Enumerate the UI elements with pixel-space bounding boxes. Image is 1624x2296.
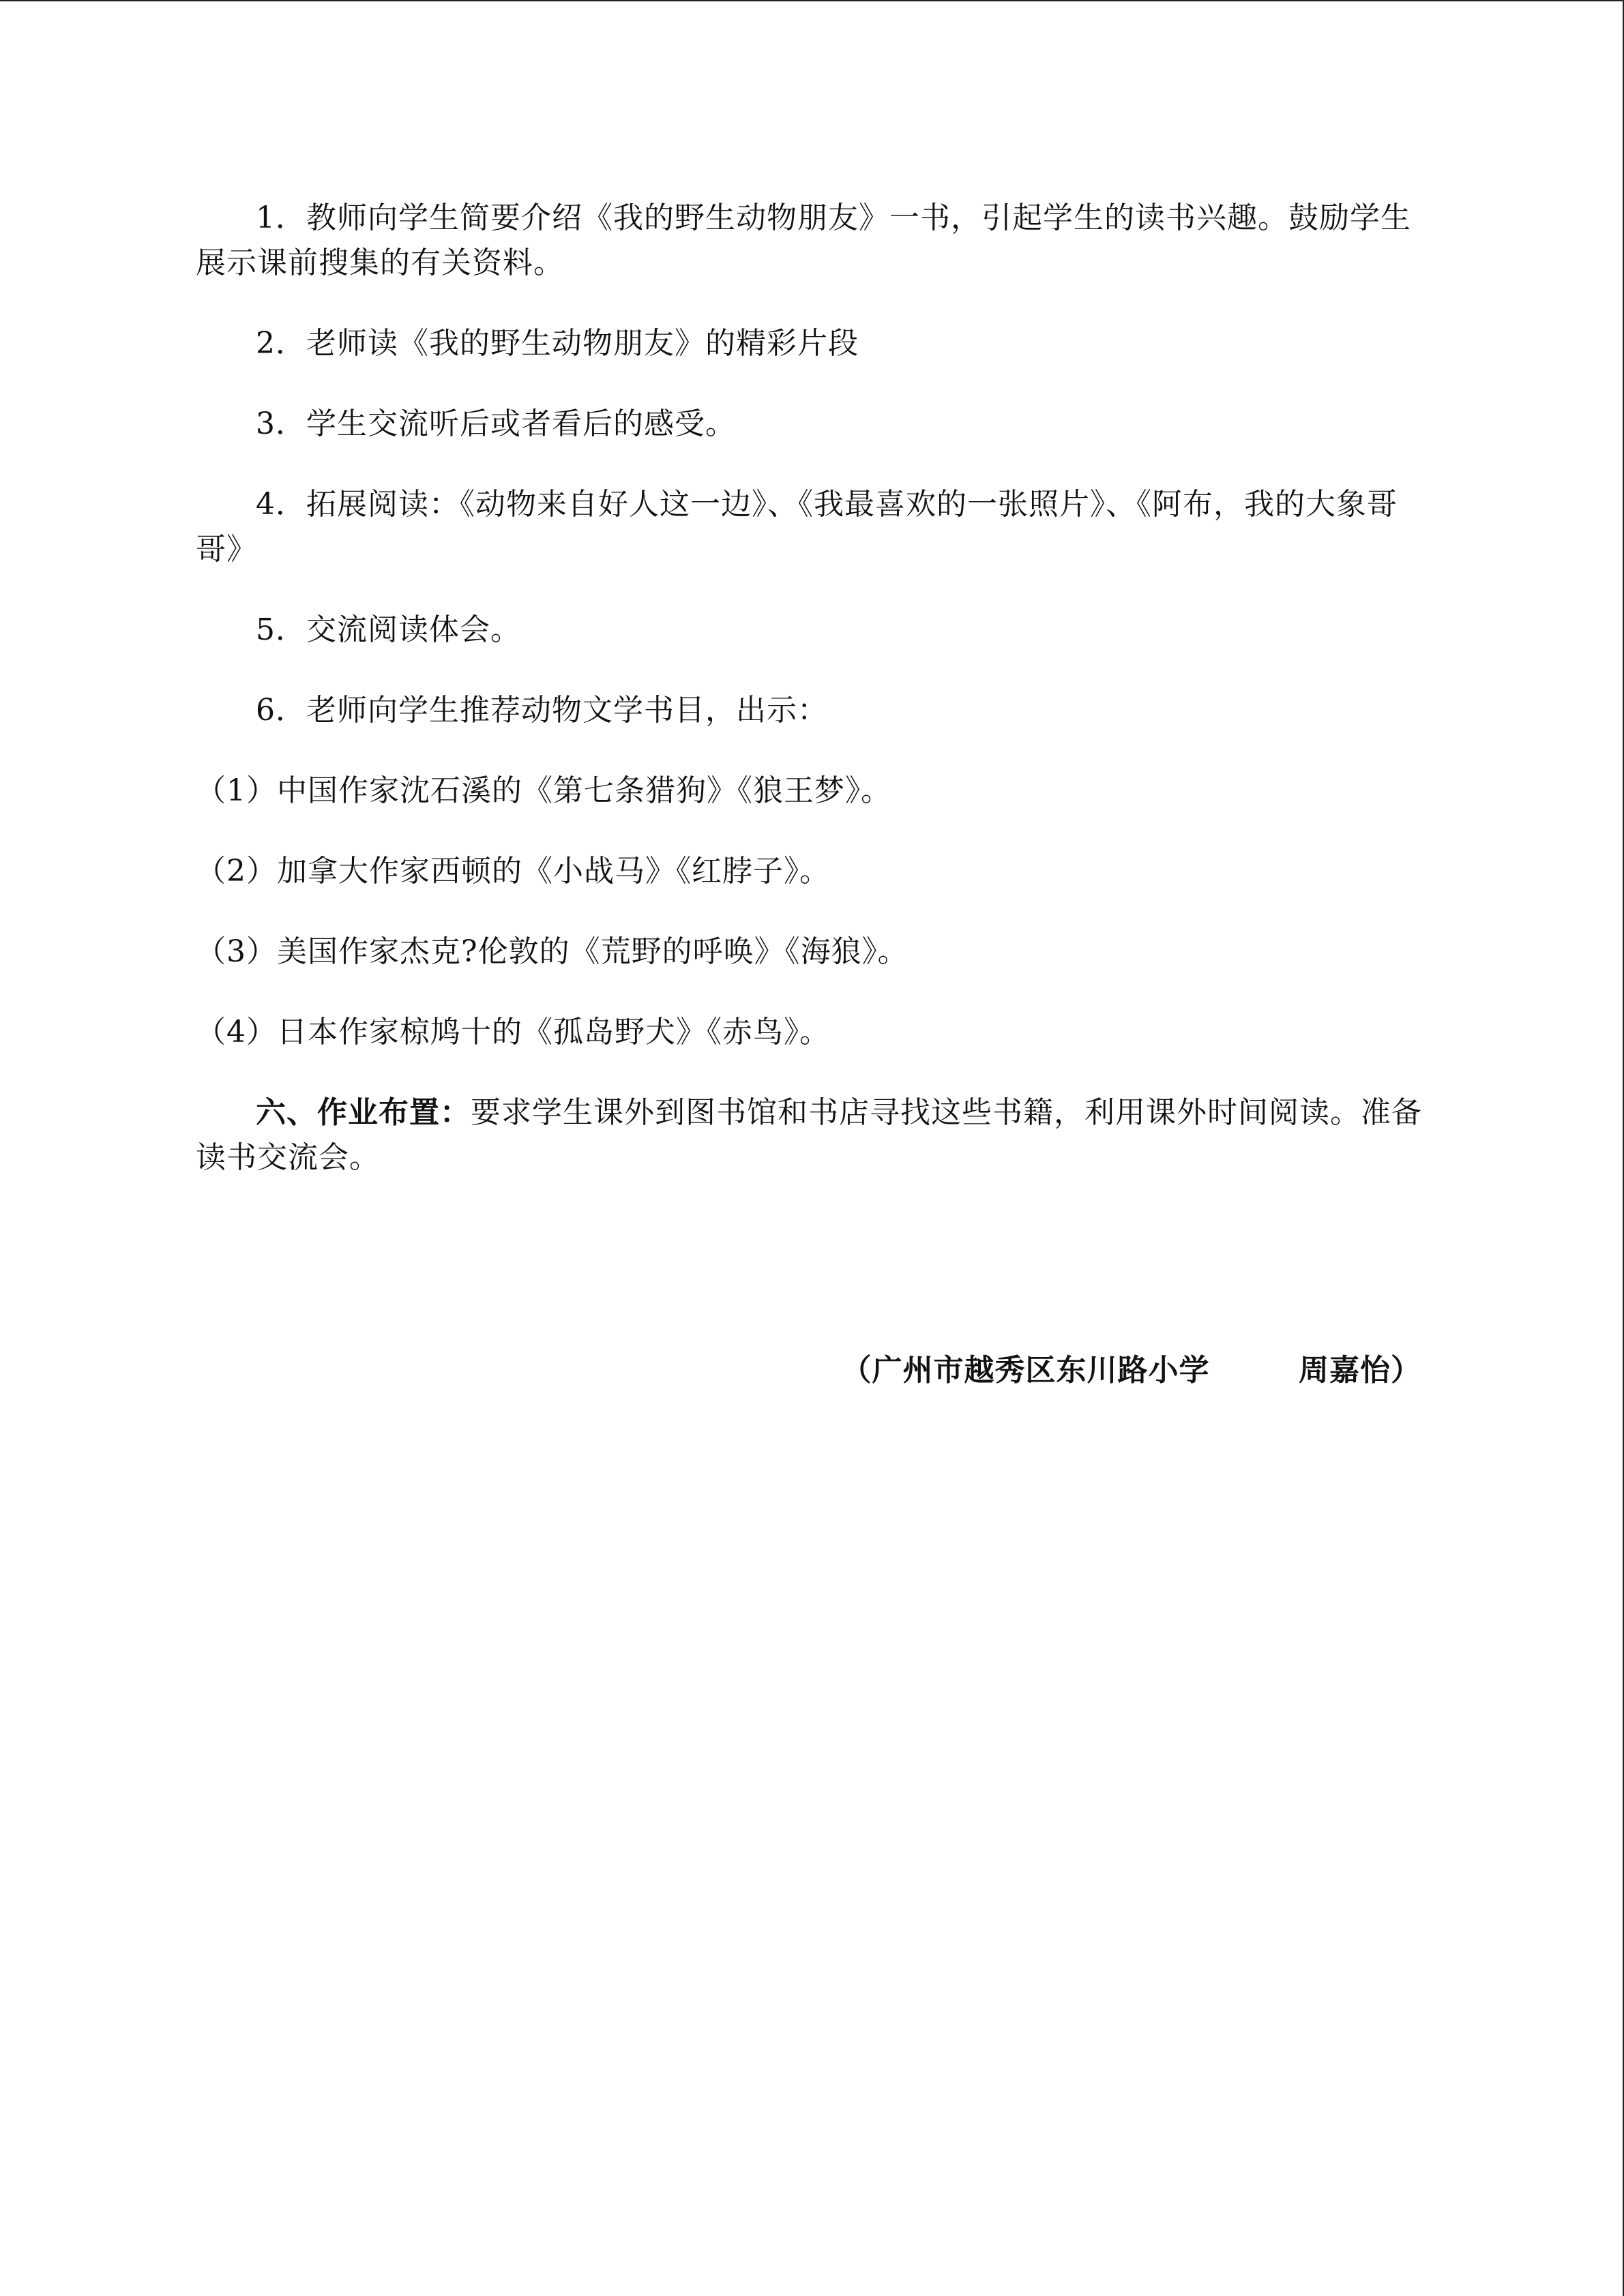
step-3: 3．学生交流听后或者看后的感受。 (256, 406, 736, 441)
book-item-1: （1）中国作家沈石溪的《第七条猎狗》《狼王梦》。 (196, 773, 891, 808)
step-2: 2．老师读《我的野生动物朋友》的精彩片段 (256, 326, 859, 361)
step-6: 6．老师向学生推荐动物文学书目，出示： (256, 693, 828, 728)
homework-paragraph (196, 1090, 1423, 1180)
step-5: 5．交流阅读体会。 (256, 612, 521, 647)
step-4: 4．拓展阅读：《动物来自好人这一边》、《我最喜欢的一张照片》、《阿布，我的大象哥哥》 (196, 487, 1398, 567)
homework-text: 要求学生课外到图书馆和书店寻找这些书籍，利用课外时间阅读。准备读书交流会。 (196, 1095, 1422, 1175)
book-item-4: （4）日本作家椋鸠十的《孤岛野犬》《赤鸟》。 (196, 1015, 830, 1049)
book-item-3: （3）美国作家杰克?伦敦的《荒野的呼唤》《海狼》。 (196, 934, 909, 969)
homework-heading: 六、作业布置： (256, 1095, 471, 1130)
document-body (196, 196, 1423, 1216)
step-1: 1．教师向学生简要介绍《我的野生动物朋友》一书，引起学生的读书兴趣。鼓励学生展示课前搜集的有关资料。 (196, 200, 1411, 280)
author-signature: （广州市越秀区东川路小学 周嘉怡） (841, 1353, 1421, 1388)
book-item-2: （2）加拿大作家西顿的《小战马》《红脖子》。 (196, 854, 830, 889)
